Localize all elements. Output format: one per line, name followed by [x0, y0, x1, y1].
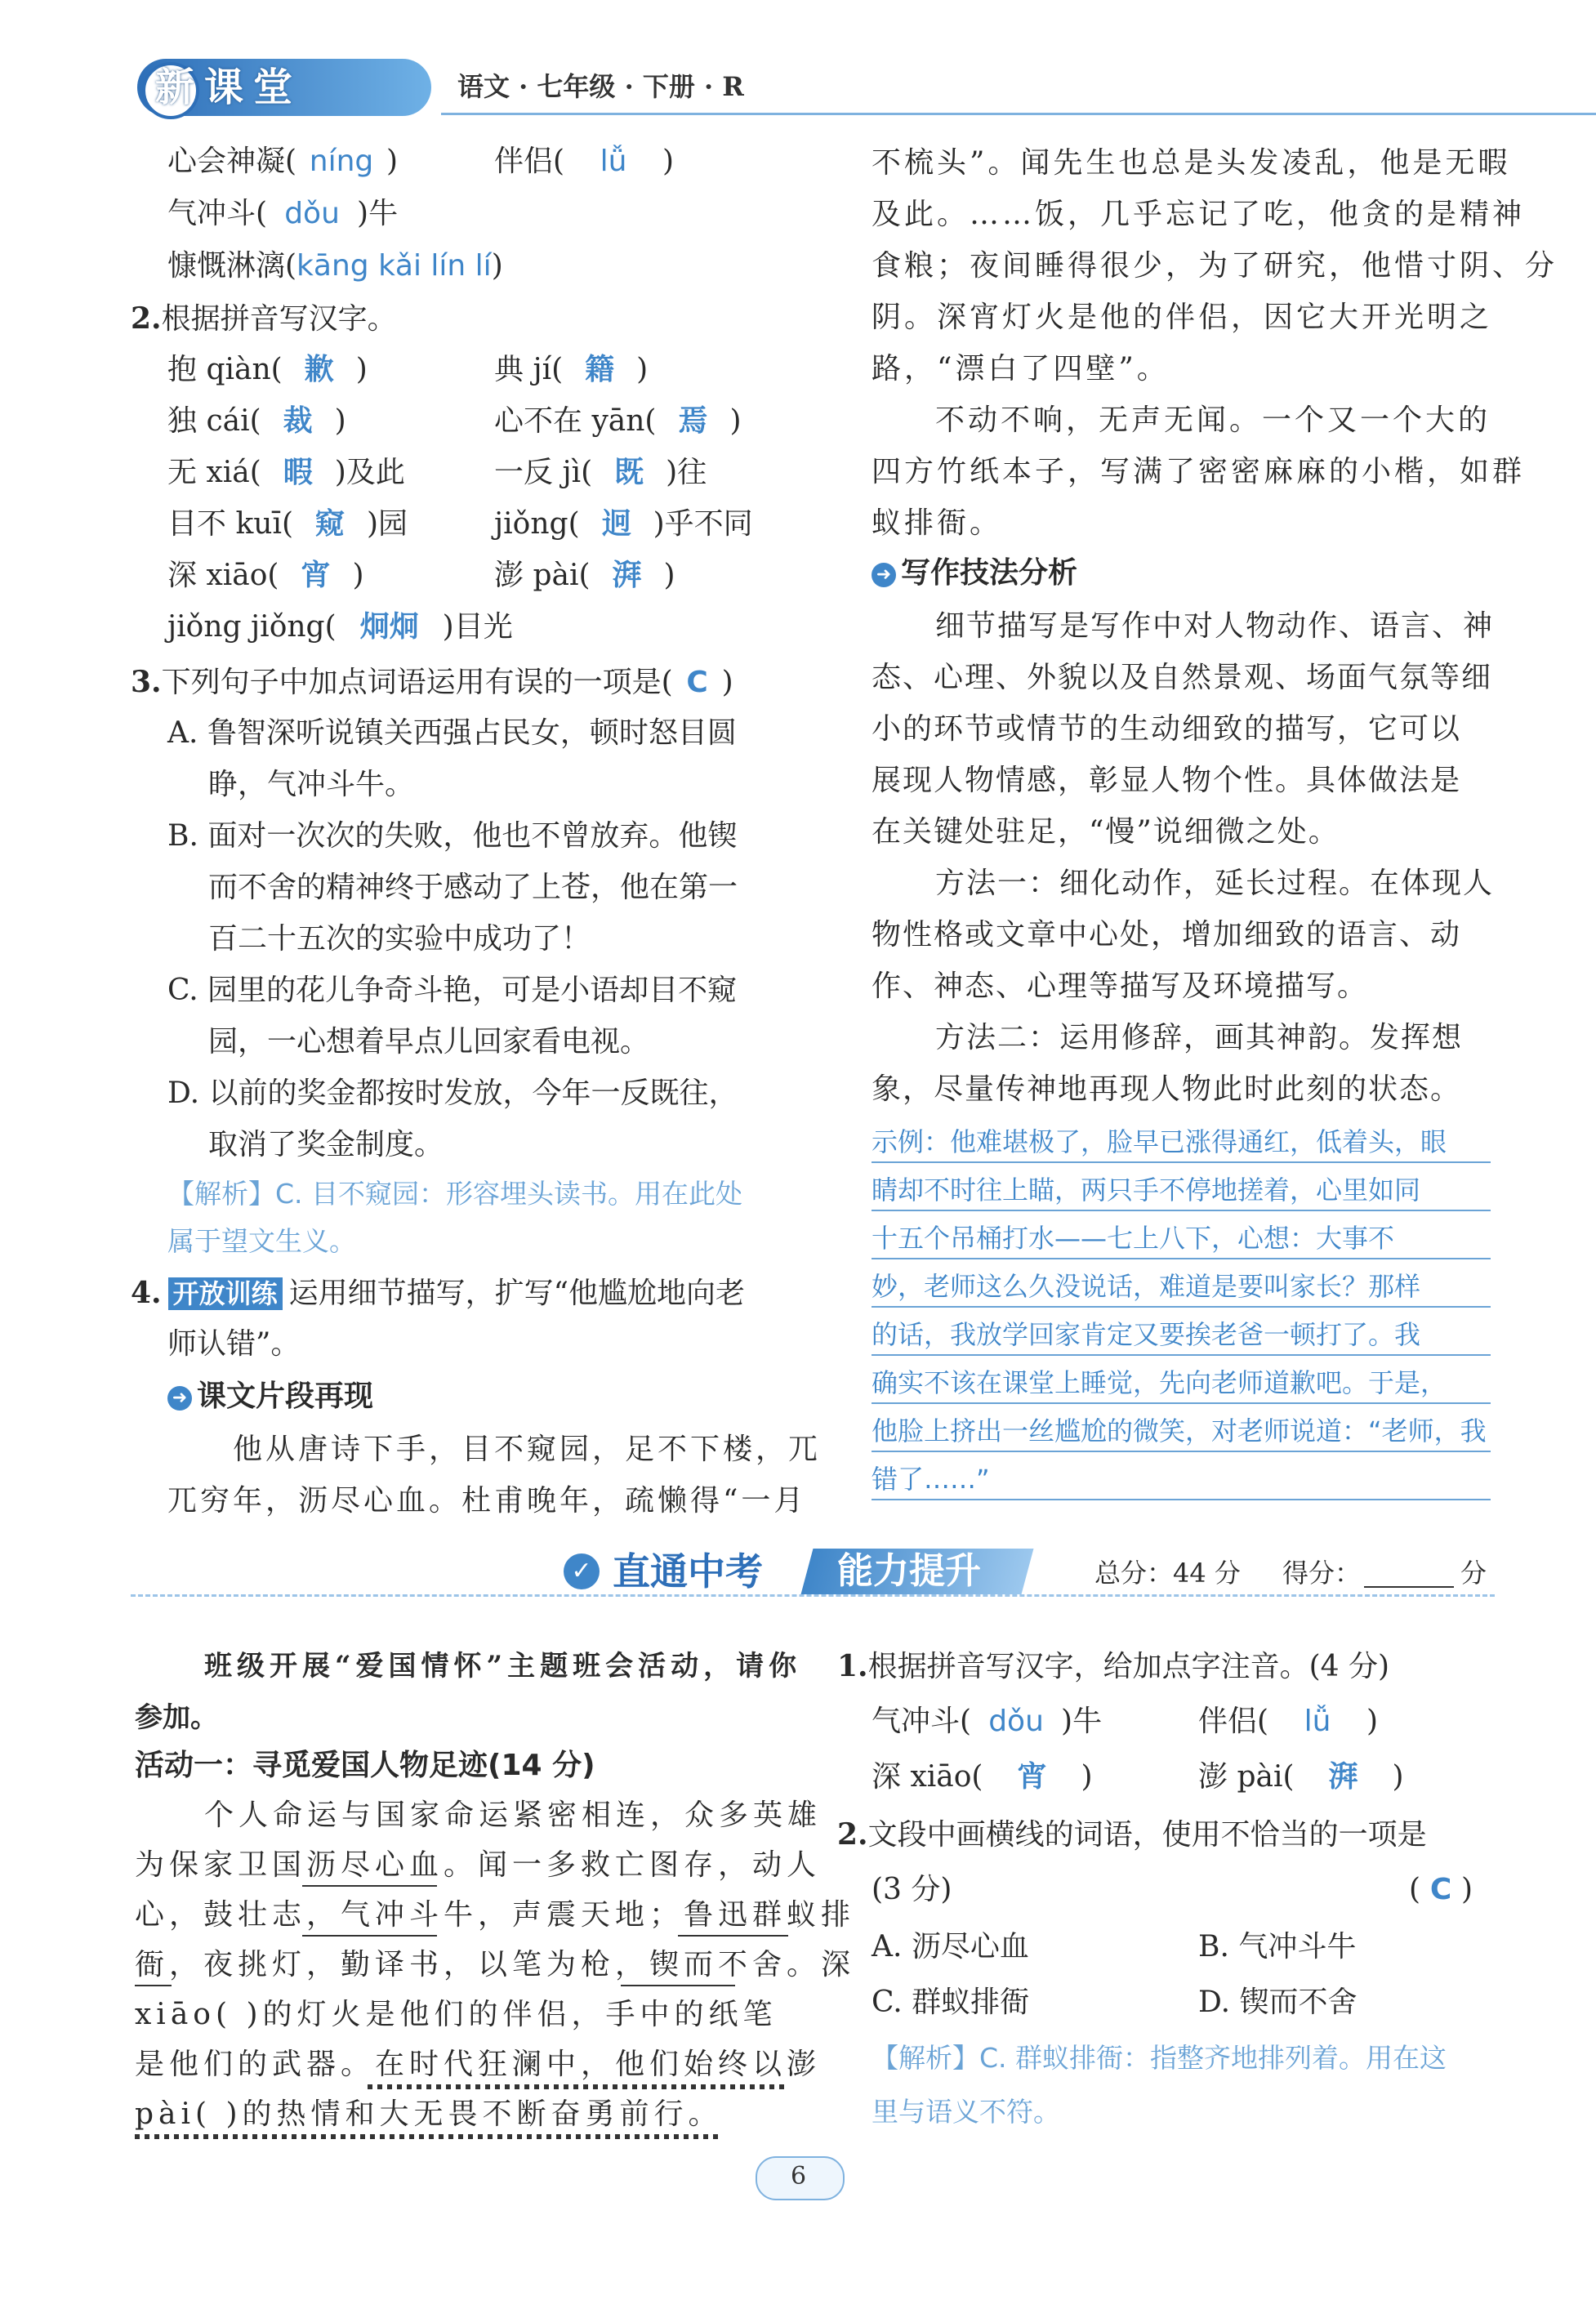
q3-analysis-cont: 属于望文生义。	[167, 1225, 356, 1257]
analysis-line: 物性格或文章中心处，增加细致的语言、动	[872, 918, 1462, 952]
header-rule	[441, 113, 1596, 115]
option-c-cont: 园，一心想着早点儿回家看电视。	[208, 1025, 650, 1059]
option-a: A. 鲁智深听说镇关西强占民女，顿时怒目圆	[167, 716, 737, 750]
pinyin-row: 气冲斗( dǒu )牛	[167, 197, 399, 230]
q2-row-left: 独 cái( 裁 )	[167, 404, 346, 438]
q2-row-left: 深 xiāo( 宵 )	[167, 559, 364, 592]
passage-line: 食粮；夜间睡得很少，为了研究，他惜寸阴、分	[872, 249, 1558, 283]
underline-mark	[621, 1985, 735, 1986]
divider-label-2: 能力提升	[837, 1550, 981, 1592]
analysis-line: 小的环节或情节的生动细致的描写，它可以	[872, 712, 1462, 746]
arrow-icon: ➜	[872, 563, 896, 587]
bq-2-analysis: 【解析】C. 群蚁排衙：指整齐地排列着。用在这	[872, 2042, 1447, 2074]
passage-line: 四方竹纸本子，写满了密密麻麻的小楷，如群	[872, 455, 1526, 488]
bq-1-row: 气冲斗( dǒu )牛	[872, 1705, 1103, 1738]
analysis-line: 方法二：运用修辞，画其神韵。发挥想	[935, 1021, 1464, 1054]
bq-1-row: 深 xiāo( 宵 )	[872, 1760, 1093, 1794]
passage-line: 路，“漂白了四壁”。	[872, 352, 1170, 386]
bq-2-option: A. 沥尽心血	[872, 1930, 1029, 1963]
passage-line: 不动不响，无声无闻。一个又一个大的	[935, 403, 1491, 437]
bq-2-analysis-cont: 里与语义不符。	[872, 2096, 1060, 2128]
q2-row-left: jiǒng jiǒng( 炯炯 )目光	[167, 610, 513, 644]
activity-intro-cont: 参加。	[135, 1701, 218, 1734]
activity-text: 个人命运与国家命运紧密相连，众多英雄	[204, 1799, 823, 1832]
example-line: 确实不该在课堂上睡觉，先向老师道歉吧。于是，	[872, 1367, 1447, 1398]
q2-row-right: 一反 jì( 既 )往	[494, 456, 707, 489]
question-3: 3.下列句子中加点词语运用有误的一项是( C )	[131, 665, 733, 699]
training-badge: 开放训练	[168, 1277, 283, 1310]
score-unit: 分	[1460, 1558, 1487, 1589]
wavy-underline	[368, 2084, 788, 2089]
q2-row-left: 抱 qiàn( 歉 )	[167, 353, 368, 386]
option-b-cont: 而不舍的精神终于感动了上苍，他在第一	[208, 871, 738, 904]
q2-row-left: 目不 kuī( 窥 )园	[167, 507, 408, 541]
passage-line: 他从唐诗下手，目不窥园，足不下楼，兀	[233, 1433, 822, 1466]
activity-text: 衙，夜挑灯，勤译书，以笔为枪，锲而不舍。深	[135, 1948, 856, 1981]
q2-row-right: jiǒng( 迥 )乎不同	[494, 507, 753, 541]
q3-analysis: 【解析】C. 目不窥园：形容埋头读书。用在此处	[167, 1178, 743, 1210]
pinyin-row: 伴侣( lǚ )	[494, 145, 675, 178]
analysis-line: 方法一：细化动作，延长过程。在体现人	[935, 867, 1495, 900]
analysis-line: 展现人物情感，彰显人物个性。具体做法是	[872, 764, 1462, 797]
arrow-icon: ➜	[167, 1386, 192, 1411]
divider-dash	[131, 1594, 1495, 1597]
analysis-line: 在关键处驻足，“慢”说细微之处。	[872, 815, 1340, 849]
underline-mark	[302, 1935, 437, 1937]
question-4: 4. 开放训练 运用细节描写，扩写“他尴尬地向老	[131, 1276, 746, 1310]
bq-1: 1.根据拼音写汉字，给加点字注音。(4 分)	[837, 1649, 1390, 1683]
header	[123, 57, 1495, 123]
score-label: 得分：	[1282, 1558, 1362, 1589]
option-a-cont: 睁，气冲斗牛。	[208, 768, 415, 801]
q2-row-right: 澎 pài( 湃 )	[494, 559, 675, 592]
underline-mark	[678, 1935, 788, 1937]
pinyin-row: 心会神凝( níng )	[167, 145, 399, 178]
brand-title: 新课堂	[155, 65, 303, 110]
section-writing-analysis: ➜ 写作技法分析	[872, 557, 1077, 590]
question-4-cont: 师认错”。	[167, 1327, 301, 1361]
check-icon: ✓	[564, 1553, 600, 1589]
analysis-line: 作、神态、心理等描写及环境描写。	[872, 969, 1369, 1003]
bq-1-row: 澎 pài( 湃 )	[1198, 1760, 1404, 1794]
example-line: 妙，老师这么久没说话，难道是要叫家长？那样	[872, 1271, 1421, 1302]
section-text-recall: ➜ 课文片段再现	[167, 1380, 373, 1413]
header-subtitle: 语文 · 七年级 · 下册 · R	[457, 71, 744, 102]
bq-2-option: B. 气冲斗牛	[1198, 1930, 1357, 1963]
example-line: 他脸上挤出一丝尴尬的微笑，对老师说道：“老师，我	[872, 1415, 1487, 1446]
page-number: 6	[790, 2162, 807, 2191]
activity-text: 心，鼓壮志，气冲斗牛，声震天地；鲁迅群蚁排	[135, 1898, 856, 1932]
option-b: B. 面对一次次的失败，他也不曾放弃。他锲	[167, 819, 738, 853]
passage-line: 及此。……饭，几乎忘记了吃，他贪的是精神	[872, 198, 1526, 231]
activity-text: 为保家卫国沥尽心血。闻一多救亡图存，动人	[135, 1848, 822, 1882]
question-2: 2.根据拼音写汉字。	[131, 301, 397, 336]
passage-line: 兀穷年，沥尽心血。杜甫晚年，疏懒得“一月	[167, 1484, 807, 1518]
passage-line: 阴。深宵灯火是他的伴侣，因它大开光明之	[872, 301, 1493, 334]
passage-line: 不梳头”。闻先生也总是头发凌乱，他是无暇	[872, 146, 1511, 180]
bq-2: 2.文段中画横线的词语，使用不恰当的一项是	[837, 1817, 1427, 1852]
example-line: 示例：他难堪极了，脸早已涨得通红，低着头，眼	[872, 1126, 1447, 1157]
score-blank[interactable]	[1364, 1586, 1454, 1588]
total-score: 总分：44 分	[1094, 1558, 1241, 1589]
analysis-line: 态、心理、外貌以及自然景观、场面气氛等细	[872, 661, 1493, 694]
underline-mark	[135, 1985, 172, 1986]
underline-mark	[302, 1885, 437, 1887]
bq-1-row: 伴侣( lǚ )	[1198, 1705, 1379, 1738]
q2-row-right: 心不在 yān( 焉 )	[494, 404, 742, 438]
option-d-cont: 取消了奖金制度。	[208, 1128, 444, 1161]
analysis-line: 细节描写是写作中对人物动作、语言、神	[935, 609, 1495, 643]
example-line: 错了……”	[872, 1464, 990, 1495]
activity-title: 活动一：寻觅爱国人物足迹(14 分)	[135, 1749, 595, 1782]
divider-label-1: 直通中考	[613, 1549, 763, 1594]
wavy-underline	[135, 2134, 723, 2139]
activity-text: pài( )的热情和大无畏不断奋勇前行。	[135, 2097, 723, 2131]
example-line: 的话，我放学回家肯定又要挨老爸一顿打了。我	[872, 1319, 1421, 1350]
q2-row-left: 无 xiá( 暇 )及此	[167, 456, 405, 489]
example-line: 十五个吊桶打水——七上八下，心想：大事不	[872, 1223, 1395, 1254]
activity-text: 是他们的武器。在时代狂澜中，他们始终以澎	[135, 2048, 822, 2081]
pinyin-row: 慷慨淋漓(kāng kǎi lín lí)	[167, 249, 503, 283]
bq-2-option: D. 锲而不舍	[1198, 1986, 1357, 2019]
bq-2-answer: ( C )	[1409, 1873, 1473, 1906]
option-c: C. 园里的花儿争奇斗艳，可是小语却目不窥	[167, 974, 738, 1007]
activity-text: xiāo( )的灯火是他们的伴侣，手中的纸笔	[135, 1998, 778, 2031]
bq-2-score: (3 分)	[872, 1873, 952, 1906]
passage-line: 蚁排衙。	[872, 506, 1003, 540]
activity-intro: 班级开展“爱国情怀”主题班会活动，请你	[204, 1650, 802, 1683]
option-d: D. 以前的奖金都按时发放，今年一反既往，	[167, 1076, 738, 1110]
bq-2-option: C. 群蚁排衙	[872, 1986, 1030, 2019]
analysis-line: 象，尽量传神地再现人物此时此刻的状态。	[872, 1072, 1462, 1106]
example-line: 睛却不时往上瞄，两只手不停地搓着，心里如同	[872, 1175, 1421, 1206]
option-b-cont: 百二十五次的实验中成功了！	[208, 922, 591, 956]
q2-row-right: 典 jí( 籍 )	[494, 353, 649, 386]
